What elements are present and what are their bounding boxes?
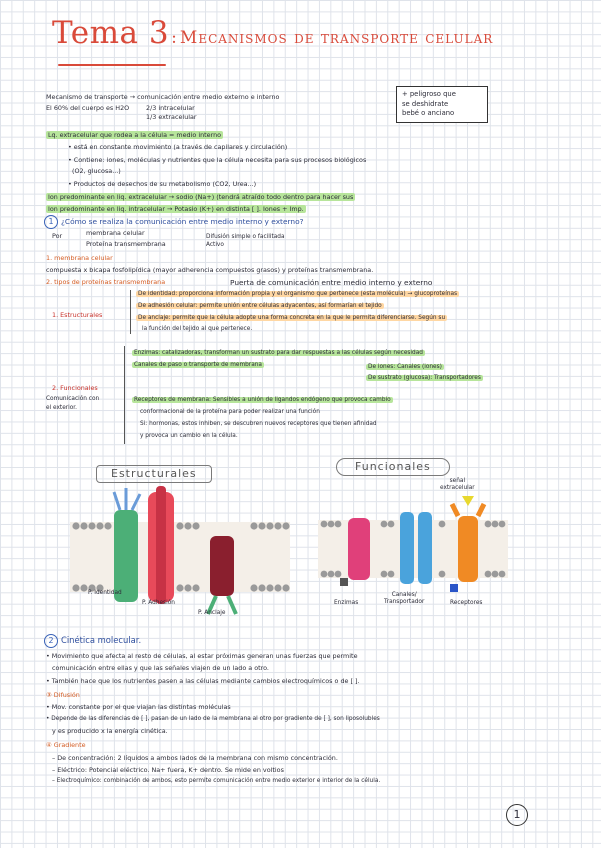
ion-line2: Ion predominante en liq. intracelular → Potasio (K+) en distinta [ ]. Iones + Imp.	[48, 205, 304, 213]
func-e2a: De iones: Canales (iones)	[368, 364, 442, 370]
lbl-signal: señal extracelular	[440, 478, 475, 492]
func-label: 2. Funcionales	[52, 384, 98, 392]
identity-protein	[114, 488, 140, 602]
lbl-anchor: P. Anclaje	[198, 610, 226, 616]
membrane-puerta: Puerta de comunicación entre medio interno y externo	[230, 278, 433, 287]
title-colon: :	[171, 28, 178, 48]
difusion-heading: ③ Difusión	[46, 691, 80, 699]
question-line: 1 ¿Cómo se realiza la comunicación entre medio interno y externo?	[44, 215, 304, 229]
cin-l1: • Movimiento que afecta al resto de células, al estar próximas generan unas fuerzas que permite	[46, 652, 358, 660]
lbl-receptors: Receptores	[450, 600, 483, 606]
func-r3: Si: hormonas, estos inhiben, se descubren nuevos receptores que tienen afinidad	[140, 421, 377, 427]
lbl-identity: P. Identidad	[88, 590, 122, 596]
struct-p1: De identidad: proporciona información propia y el organismo que pertenece (esta molécula) → glucoproteínas	[138, 291, 458, 297]
note-box-line1: + peligroso que	[402, 90, 456, 98]
fig-structural-membrane	[70, 522, 290, 592]
lbl-enzymes: Enzimas	[334, 600, 359, 606]
dif-option1: Difusión simple o facilitada	[206, 234, 285, 240]
anchor-protein	[208, 536, 236, 614]
intro-line2: El 60% del cuerpo es H2O	[46, 104, 130, 112]
fig-right-title: Funcionales	[336, 458, 450, 476]
struct-p3b: la función del tejido al que pertenece.	[142, 326, 253, 332]
circle-one: 1	[44, 215, 58, 229]
intro-line1: Mecanismo de transporte → comunicación entre medio externo e interno	[46, 93, 280, 101]
liquid-bullet1: • está en constante movimiento (a través de capilares y circulación)	[68, 143, 288, 151]
adhesion-protein	[148, 486, 174, 604]
liquid-bullet2: • Contiene: iones, moléculas y nutrientes que la célula necesita para sus procesos biológicos	[68, 156, 367, 164]
membrane-tipos: 2. tipos de proteínas transmembrana	[46, 278, 166, 286]
ion-line1: Ion predominante en liq. extracelular → sodio (Na+) (tendrá atraído todo dentro para hacer sus	[48, 193, 354, 201]
func-e2: Canales de paso o transporte de membrana	[134, 362, 262, 368]
func-sub2: el exterior.	[46, 405, 77, 411]
liquid-heading: Lq. extracelular que rodea a la célula = medio interno	[48, 131, 222, 139]
intro-frac2: 1/3 extracelular	[146, 113, 197, 121]
struct-p2: De adhesión celular: permite unión entre células adyacentes, así formarían el tejido	[138, 303, 382, 309]
fig-functional	[318, 480, 508, 600]
grad-g3: – Electroquímico: combinación de ambos, esto permite comunicación entre medio exterior e interior de la célula.	[52, 778, 381, 784]
note-box-line3: bebé o anciano	[402, 109, 455, 118]
liquid-bullet3: • Productos de desechos de su metabolismo (CO2, Urea...)	[68, 180, 257, 188]
struct-p3: De anclaje: permite que la célula adopte una forma concreta en la que le permita diferenciarse. Según su	[138, 315, 446, 321]
func-r1: Receptores de membrana: Sensibles a unión de ligandos endógeno que provoca cambio	[134, 397, 391, 403]
lbl-adhesion: P. Adhesión	[142, 600, 175, 606]
membrane-comp: compuesta x bicapa fosfolipídica (mayor adherencia compuestos grasos) y proteínas transmembrana.	[46, 266, 374, 274]
intro-frac1: 2/3 intracelular	[146, 104, 195, 112]
dif-d1: • Mov. constante por el que viajan las distintas moléculas	[46, 703, 231, 711]
grad-g2: – Eléctrico: Potencial eléctrico. Na+ fuera, K+ dentro. Se mide en voltios	[52, 766, 284, 774]
note-box-line2: se deshidrate	[402, 99, 449, 108]
membrane-heading: 1. membrana celular	[46, 254, 113, 262]
mem-option2: Proteína transmembrana	[86, 240, 166, 248]
fig-left-title: Estructurales	[96, 465, 212, 483]
por-label: Por	[52, 232, 63, 240]
func-sub1: Comunicación con	[46, 396, 100, 402]
cinetica-heading: 2 Cinética molecular.	[44, 634, 141, 648]
mem-option1: membrana celular	[86, 229, 145, 237]
func-e1: Enzimas: catalizadoras, transforman un sustrato para dar respuestas a las células según necesidad	[134, 350, 423, 356]
page-title	[52, 14, 493, 53]
gradiente-heading: ④ Gradiente	[46, 741, 86, 749]
struct-label: 1. Estructurales	[52, 311, 103, 319]
func-r2: conformacional de la proteína para poder realizar una función	[140, 409, 320, 415]
cin-l2: • También hace que los nutrientes pasen a las células mediante cambios electroquímicos o de [ ].	[46, 677, 360, 685]
liquid-bullet2b: (O2, glucosa...)	[72, 167, 121, 175]
circle-two: 2	[44, 634, 58, 648]
cin-l1b: comunicación entre ellas y que las señales viajen de un lado a otro.	[52, 664, 269, 672]
title-number: Tema 3	[52, 15, 170, 51]
func-r4: y provoca un cambio en la célula.	[140, 433, 238, 439]
func-e2b: De sustrato (glucosa): Transportadores	[368, 375, 481, 381]
lbl-channels: Canales/ Transportador	[384, 592, 425, 606]
struct-brace	[130, 290, 131, 334]
dif-option2: Activo	[206, 242, 224, 248]
func-brace	[124, 346, 125, 444]
title-text: Mecanismos de transporte celular	[179, 28, 494, 48]
note-box	[396, 86, 488, 123]
fig-structural	[70, 482, 290, 632]
title-underline	[58, 64, 166, 66]
grad-g1: – De concentración: 2 líquidos a ambos lados de la membrana con mismo concentración.	[52, 754, 338, 762]
dif-d3: y es producido x la energía cinética.	[52, 727, 168, 735]
dif-d2: • Depende de las diferencias de [ ], pasan de un lado de la membrana al otro por gradiente de [ ], son liposolubles	[46, 716, 380, 722]
page-number: 1	[506, 804, 528, 826]
